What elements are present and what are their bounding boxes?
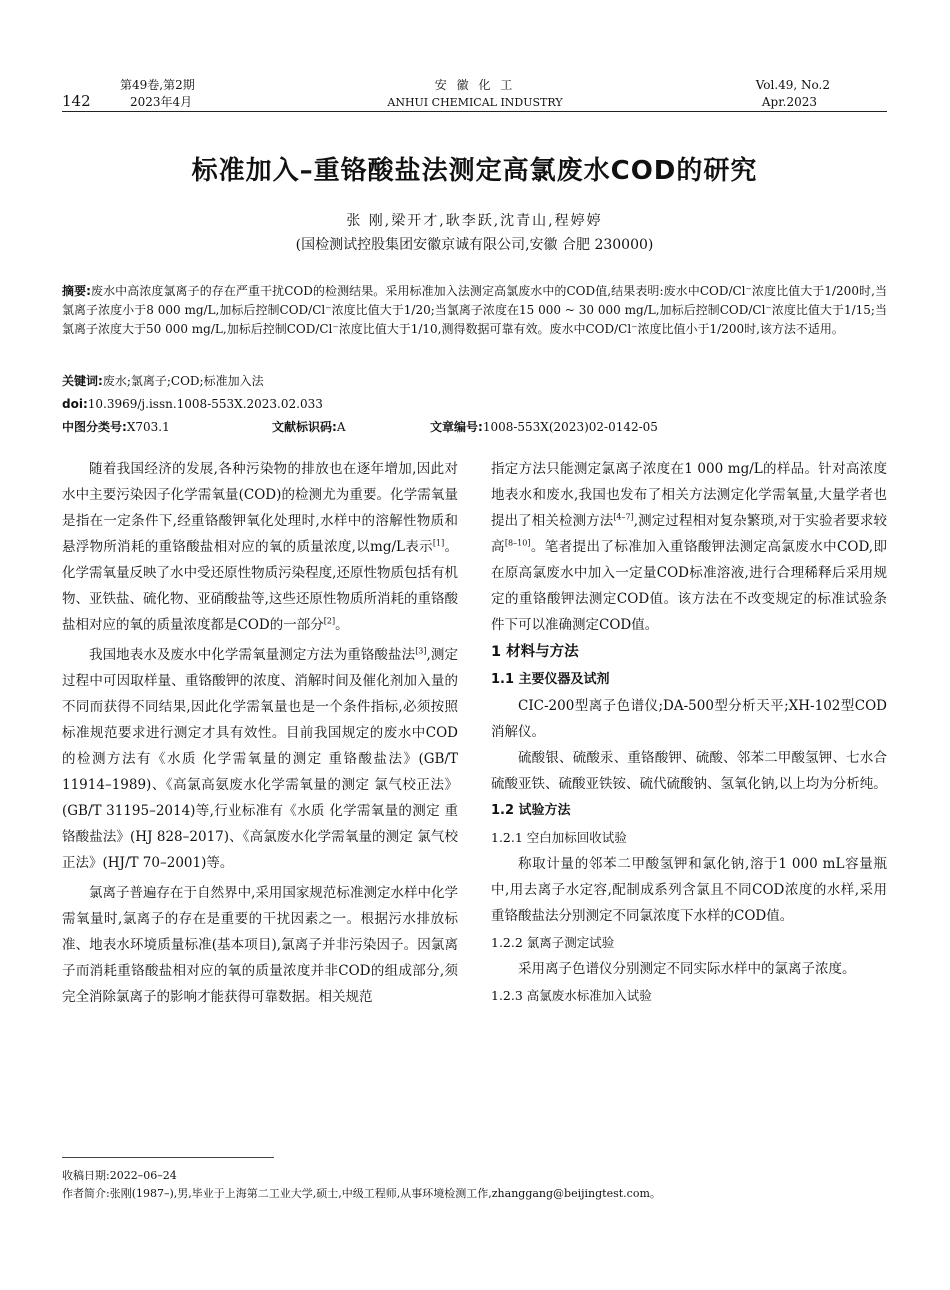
text-run: 随着我国经济的发展,各种污染物的排放也在逐年增加,因此对水中主要污染因子化学需氧量(COD)的检测尤为重要。化学需氧量是指在一定条件下,经重铬酸钾氧化处理时,水样中的溶解性物质和悬浮物所消耗的重铬酸盐相对应的氧的质量浓度,以mg/L表示 bbox=[62, 461, 458, 555]
citation: [3] bbox=[415, 646, 427, 656]
author-bio: 作者简介:张刚(1987–),男,毕业于上海第二工业大学,硕士,中级工程师,从事环境检测工作,zhanggang@beijingtest.com。 bbox=[62, 1187, 661, 1200]
paragraph bbox=[62, 642, 458, 876]
header-vol-en: Vol.49, No.2 bbox=[755, 78, 830, 92]
received-date: 收稿日期:2022–06–24 bbox=[62, 1169, 177, 1182]
text-run: ,测定过程中可因取样量、重铬酸钾的浓度、消解时间及催化剂加入量的不同而获得不同结果,因此化学需氧量也是一个条件指标,必须按照标准规范要求进行测定才具有效性。目前我国规定的废水中COD的检测方法有《水质 化学需氧量的测定 重铬酸盐法》(GB/T 11914–1989)、《高氯高氨废水化学需氧量的测定 氯气校正法》(GB/T 31195–2014)等,行业标准有《水质 化学需氧量的测定 重铬酸盐法》(HJ 828–2017)、《高氯废水化学需氧量的测定 氯气校正法》(HJ/T 70–2001)等。 bbox=[62, 647, 459, 871]
affiliation: (国检测试控股集团安徽京诚有限公司,安徽 合肥 230000) bbox=[295, 237, 654, 253]
paragraph bbox=[491, 456, 887, 638]
keywords-label: 关键词: bbox=[62, 374, 103, 388]
header-volume: 第49卷,第2期 bbox=[120, 78, 195, 92]
abstract bbox=[62, 282, 887, 339]
paragraph: 硫酸银、硫酸汞、重铬酸钾、硫酸、邻苯二甲酸氢钾、七水合硫酸亚铁、硫酸亚铁铵、硫代硫酸钠、氢氧化钠,以上均为分析纯。 bbox=[491, 750, 887, 792]
paragraph: 采用离子色谱仪分别测定不同实际水样中的氯离子浓度。 bbox=[518, 961, 856, 977]
section-heading: 1 材料与方法 bbox=[491, 644, 579, 660]
header-journal-en: ANHUI CHEMICAL INDUSTRY bbox=[387, 96, 563, 109]
doi-label: doi: bbox=[62, 397, 88, 411]
citation: [8–10] bbox=[504, 538, 531, 548]
header-journal-cn: 安 徽 化 工 bbox=[434, 78, 516, 92]
paragraph bbox=[62, 456, 458, 638]
citation: [1] bbox=[432, 538, 445, 548]
doc-code-text: A bbox=[336, 420, 346, 434]
article-number bbox=[430, 418, 658, 436]
doi bbox=[62, 395, 323, 413]
page-number: 142 bbox=[62, 92, 91, 110]
subsection-heading: 1.1 主要仪器及试剂 bbox=[491, 672, 610, 687]
paragraph: 氯离子普遍存在于自然界中,采用国家规范标准测定水样中化学需氧量时,氯离子的存在是重要的干扰因素之一。根据污水排放标准、地表水环境质量标准(基本项目),氯离子并非污染因子。因氯离子而消耗重铬酸盐相对应的氧的质量浓度并非COD的组成部分,须完全消除氯离子的影响才能获得可靠数据。相关规范 bbox=[62, 885, 458, 1005]
text-run: ,测定过程相对复杂繁琐,对于实验者要求较高 bbox=[491, 513, 888, 555]
keywords-text: 废水;氯离子;COD;标准加入法 bbox=[102, 374, 264, 388]
right-column bbox=[491, 456, 887, 1009]
abstract-label: 摘要: bbox=[62, 284, 91, 298]
header-date-en: Apr.2023 bbox=[761, 95, 817, 109]
citation: [4–7] bbox=[613, 512, 634, 522]
subsubsection-heading: 1.2.1 空白加标回收试验 bbox=[491, 830, 627, 845]
classification-text: X703.1 bbox=[126, 420, 170, 434]
header-date-cn: 2023年4月 bbox=[130, 95, 193, 109]
text-run: 。 bbox=[335, 617, 349, 633]
subsubsection-heading: 1.2.3 高氯废水标准加入试验 bbox=[491, 988, 652, 1003]
article-number-label: 文章编号: bbox=[430, 420, 483, 434]
authors: 张 刚,梁开才,耿李跃,沈青山,程婷婷 bbox=[346, 213, 603, 229]
keywords bbox=[62, 372, 264, 390]
paragraph: CIC-200型离子色谱仪;DA-500型分析天平;XH-102型COD消解仪。 bbox=[491, 698, 887, 740]
doc-code bbox=[272, 418, 345, 436]
doc-code-label: 文献标识码: bbox=[272, 420, 337, 434]
doi-text: 10.3969/j.issn.1008-553X.2023.02.033 bbox=[87, 397, 323, 411]
text-run: 指定方法只能测定氯离子浓度在1 000 mg/L的样品。针对高浓度地表水和废水,我国也发布了相关方法测定化学需氧量,大量学者也提出了相关检测方法 bbox=[491, 461, 887, 529]
text-run: 。笔者提出了标准加入重铬酸钾法测定高氯废水中COD,即在原高氯废水中加入一定量COD标准溶液,进行合理稀释后采用规定的重铬酸钾法测定COD值。该方法在不改变规定的标准试验条件下可以准确测定COD值。 bbox=[491, 539, 888, 633]
subsubsection-heading: 1.2.2 氯离子测定试验 bbox=[491, 935, 615, 950]
paragraph: 称取计量的邻苯二甲酸氢钾和氯化钠,溶于1 000 mL容量瓶中,用去离子水定容,配制成系列含氯且不同COD浓度的水样,采用重铬酸盐法分别测定不同氯浓度下水样的COD值。 bbox=[491, 856, 887, 924]
abstract-text: 废水中高浓度氯离子的存在严重干扰COD的检测结果。采用标准加入法测定高氯废水中的COD值,结果表明:废水中COD/Cl⁻浓度比值大于1/200时,当氯离子浓度小于8 000 mg/L,加标后控制COD/Cl⁻浓度比值大于1/20;当氯离子浓度在15 000 ~ 30 000 mg/L,加标后控制COD/Cl⁻浓度比值大于1/15;当氯离子浓度大于50 000 mg/L,加标后控制COD/Cl⁻浓度比值大于1/10,测得数据可靠有效。废水中COD/Cl⁻浓度比值小于1/200时,该方法不适用。 bbox=[62, 284, 887, 336]
citation: [2] bbox=[323, 616, 336, 626]
text-run: 我国地表水及废水中化学需氧量测定方法为重铬酸盐法 bbox=[89, 647, 416, 663]
classification bbox=[62, 418, 170, 436]
article-title: 标准加入–重铬酸盐法测定高氯废水COD的研究 bbox=[191, 156, 758, 186]
footnote-rule bbox=[62, 1157, 274, 1158]
subsection-heading: 1.2 试验方法 bbox=[491, 803, 571, 818]
text-run: 。化学需氧量反映了水中受还原性物质污染程度,还原性物质包括有机物、亚铁盐、硫化物、亚硝酸盐等,这些还原性物质所消耗的重铬酸盐相对应的氧的质量浓度都是COD的一部分 bbox=[62, 539, 459, 633]
classification-label: 中图分类号: bbox=[62, 420, 127, 434]
left-column bbox=[62, 456, 458, 1010]
article-number-text: 1008-553X(2023)02-0142-05 bbox=[482, 420, 658, 434]
header-rule bbox=[62, 111, 887, 112]
